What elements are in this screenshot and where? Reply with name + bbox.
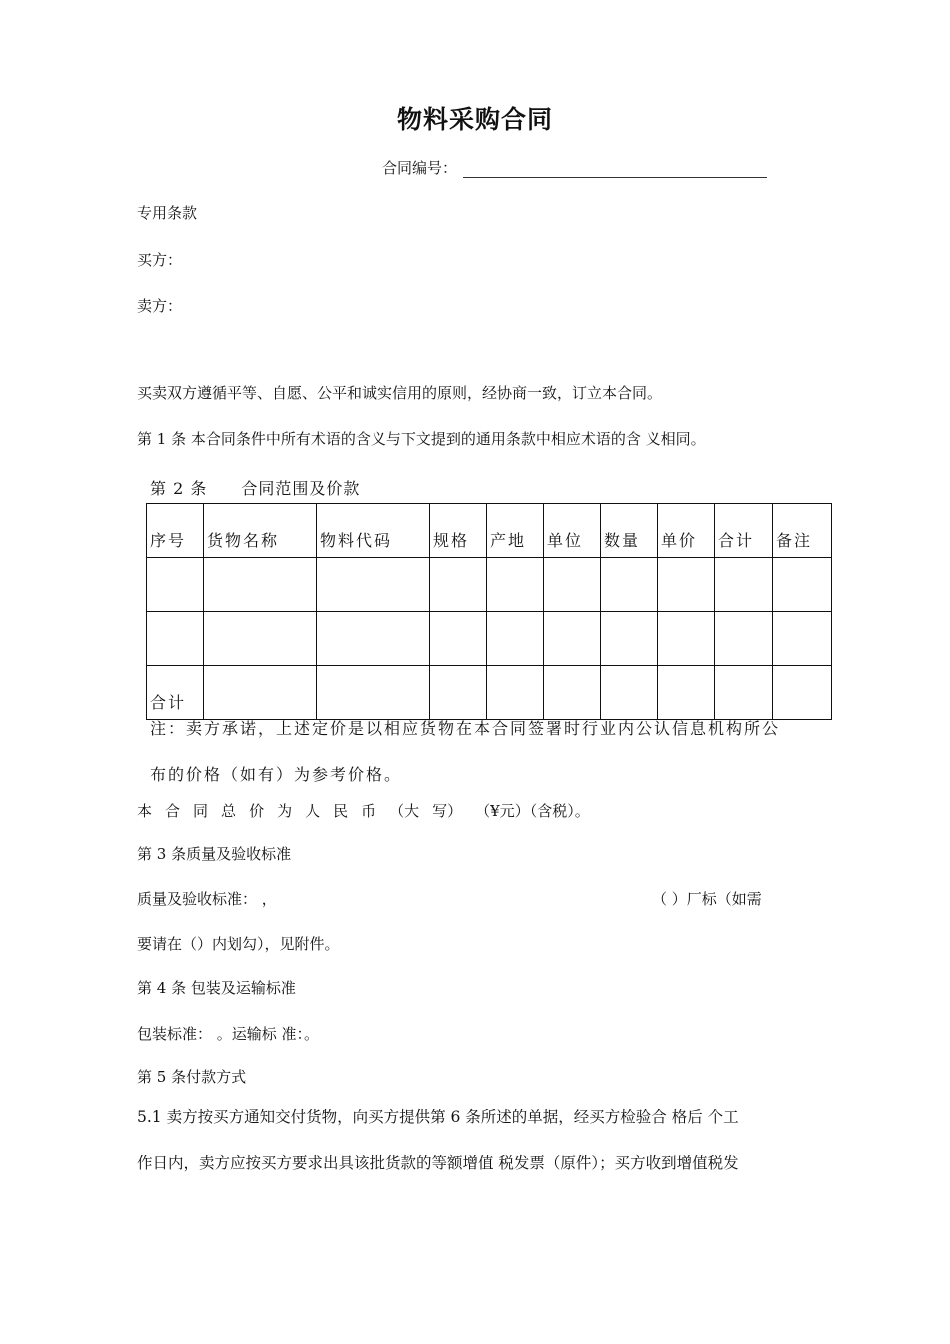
table-cell [544, 558, 601, 612]
header-cell: 单价 [658, 504, 715, 558]
total-price-part: 同 [193, 802, 209, 820]
article-2-heading [150, 476, 360, 499]
header-cell: 单位 [544, 504, 601, 558]
header-cell: 序号 [147, 504, 204, 558]
total-price-part: （大 [389, 802, 420, 820]
table-cell [430, 612, 487, 666]
header-cell: 货物名称 [204, 504, 317, 558]
goods-table [146, 503, 832, 720]
clause-5-1-line-1: 5.1 卖方按买方通知交付货物，向买方提供第 6 条所述的单据，经买方检验合 格后 个工 [137, 1108, 739, 1126]
total-price-part: 合 [165, 802, 181, 820]
quality-standard-line-2: 要请在（）内划勾），见附件。 [137, 935, 340, 953]
table-cell [544, 666, 601, 720]
quality-standard-left: 质量及验收标准： ， [137, 890, 277, 908]
table-cell [204, 558, 317, 612]
total-price-part: 为 [277, 802, 293, 820]
table-cell [317, 666, 430, 720]
table-cell [715, 612, 773, 666]
table-cell [773, 666, 832, 720]
article-3: 第 3 条质量及验收标准 [137, 845, 292, 863]
table-cell [487, 612, 544, 666]
table-cell [658, 612, 715, 666]
table-cell [204, 666, 317, 720]
article-4: 第 4 条 包装及运输标准 [137, 979, 296, 997]
intro-paragraph: 买卖双方遵循平等、自愿、公平和诚实信用的原则，经协商一致，订立本合同。 [137, 384, 663, 402]
total-price-part: 币 [361, 802, 377, 820]
header-cell: 规格 [430, 504, 487, 558]
table-cell [601, 558, 658, 612]
table-cell [430, 666, 487, 720]
total-label-cell: 合计 [147, 666, 204, 720]
table-row [147, 612, 832, 666]
table-header-row [147, 504, 832, 558]
article-2-title: 合同范围及价款 [241, 479, 361, 498]
total-price-part: 写） [432, 802, 463, 820]
article-5: 第 5 条付款方式 [137, 1068, 247, 1086]
table-cell [487, 558, 544, 612]
table-cell [773, 612, 832, 666]
packing-transport-standard: 包装标准： 。运输标 准：。 [137, 1025, 320, 1043]
contract-number [382, 157, 767, 178]
total-price-part: 总 [221, 802, 237, 820]
clause-5-1-line-2: 作日内，卖方应按买方要求出具该批货款的等额增值 税发票（原件）；买方收到增值税发 [137, 1154, 739, 1172]
total-price-part: 本 [137, 802, 153, 820]
table-cell [544, 612, 601, 666]
table-cell [487, 666, 544, 720]
seller-label: 卖方： [137, 297, 183, 315]
quality-standard-right: （ ）厂标（如需 [652, 890, 762, 908]
contract-number-label: 合同编号： [382, 159, 458, 177]
article-2-number: 第 2 条 [150, 479, 208, 498]
table-cell [601, 666, 658, 720]
table-cell [430, 558, 487, 612]
table-cell [147, 558, 204, 612]
total-price-part: 人 [305, 802, 321, 820]
header-cell: 产地 [487, 504, 544, 558]
table-cell [658, 558, 715, 612]
total-price-part: 价 [249, 802, 265, 820]
special-terms-heading: 专用条款 [137, 204, 198, 222]
total-price-line [137, 800, 603, 821]
header-cell: 数量 [601, 504, 658, 558]
table-cell [147, 612, 204, 666]
table-cell [715, 666, 773, 720]
header-cell: 物料代码 [317, 504, 430, 558]
table-cell [773, 558, 832, 612]
total-price-part: （¥元）（含税）。 [475, 802, 590, 820]
total-price-part: 民 [333, 802, 349, 820]
table-cell [317, 558, 430, 612]
price-note-line-1: 注：卖方承诺，上述定价是以相应货物在本合同签署时行业内公认信息机构所公 [150, 719, 781, 738]
table-cell [317, 612, 430, 666]
header-cell: 合计 [715, 504, 773, 558]
table-cell [601, 612, 658, 666]
table-row [147, 558, 832, 612]
document-title: 物料采购合同 [396, 105, 553, 134]
price-note-line-2: 布的价格（如有）为参考价格。 [150, 765, 403, 784]
table-cell [715, 558, 773, 612]
table-total-row [147, 666, 832, 720]
table-cell [204, 612, 317, 666]
buyer-label: 买方： [137, 251, 183, 269]
contract-number-blank [463, 161, 767, 178]
article-1: 第 1 条 本合同条件中所有术语的含义与下文提到的通用条款中相应术语的含 义相同。 [137, 430, 706, 448]
table-cell [658, 666, 715, 720]
header-cell: 备注 [773, 504, 832, 558]
